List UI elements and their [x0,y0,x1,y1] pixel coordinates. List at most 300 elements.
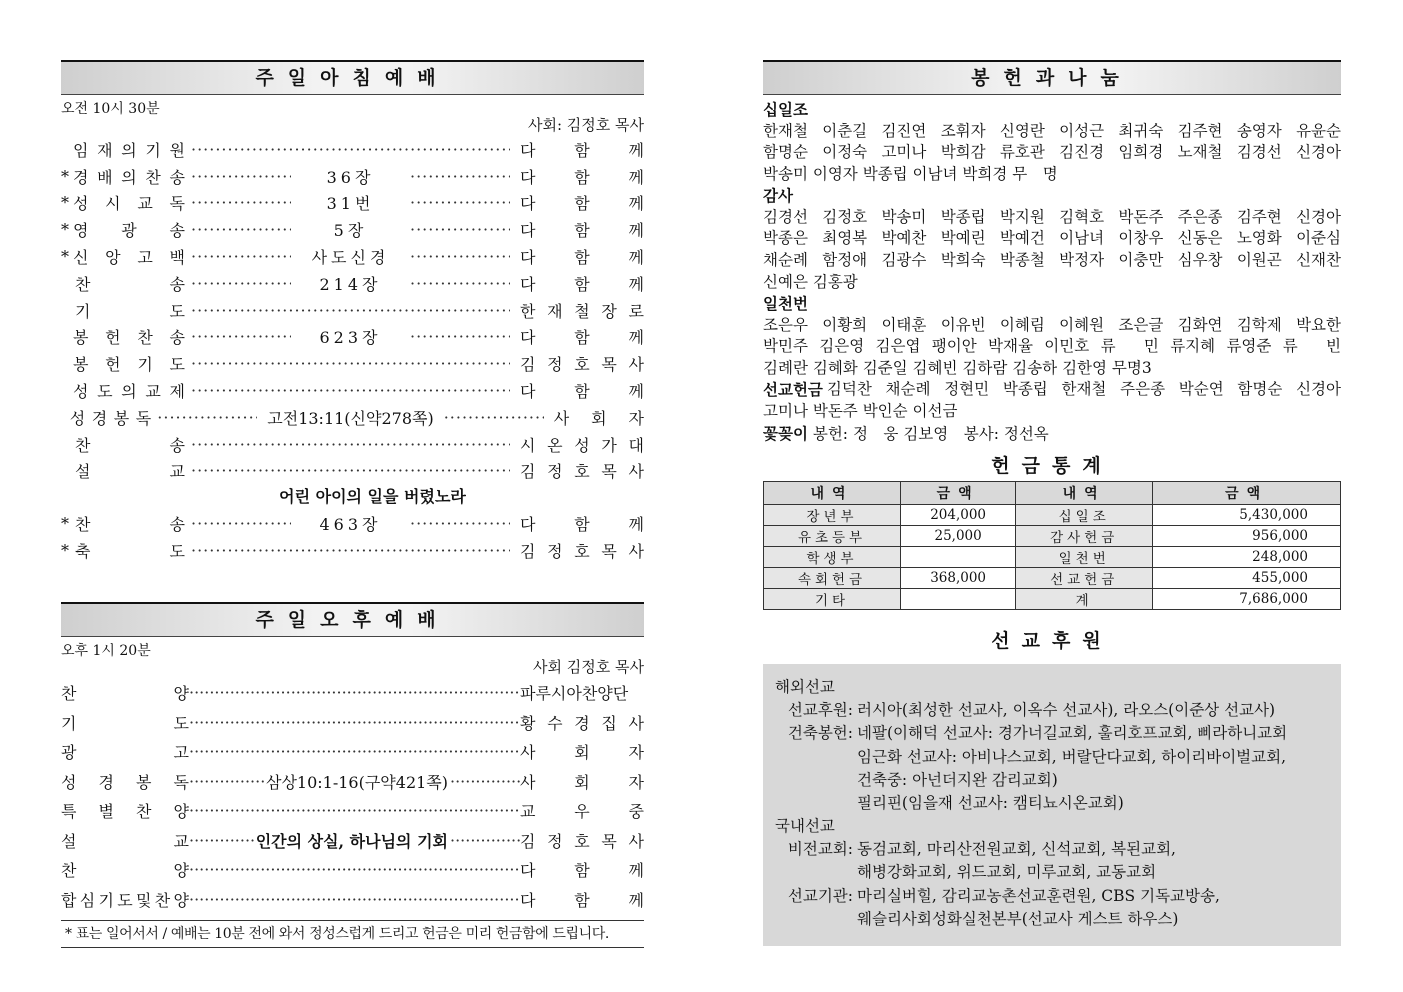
order-person-char: 사 [628,462,644,482]
offering-stats-table [763,481,1341,610]
stat-label-cell: 계 [1016,589,1153,610]
order-person-char: 김 [520,462,536,482]
order-person-char: 사 [520,772,536,792]
footnote: * 표는 일어서서 / 예배는 10분 전에 와서 정성스럽게 드리고 헌금은 미리 헌금함에 드립니다. [61,920,644,948]
order-name-char: 앙 [105,248,121,268]
order-person [510,325,644,348]
order-name-char: 축 [75,542,91,562]
stat-amount-cell: 956,000 [1153,526,1341,547]
order-name-char: 찬 [145,167,161,187]
order-name-char: 찬 [75,435,91,455]
order-name-char: 송 [169,435,185,455]
leader-dots [410,274,510,293]
leader-dots [410,514,510,533]
stat-label-cell: 기타 [764,589,901,610]
order-name-char: 봉 [73,355,89,375]
order-name [73,352,191,375]
order-person-char: 온 [547,435,563,455]
order-person-char: 다 [520,167,536,187]
leader-dots [189,890,520,909]
order-person-char: 께 [628,890,644,910]
order-name-char: 및 [136,890,152,910]
order-person-char: 한 [520,301,536,321]
leader-dots [450,772,520,791]
mission-support-box [763,664,1341,946]
order-name-char: 도 [97,382,113,402]
leader-dots [191,274,291,293]
stats-title: 헌금통계 [991,455,1113,478]
order-person-char: 함 [574,890,590,910]
leader-dots [191,381,510,400]
leader-dots [189,860,520,879]
order-name [61,888,189,911]
order-detail: 삼상10:1-16(구약421쪽) [266,772,448,792]
leader-dots [410,167,510,186]
order-person-char: 함 [574,515,590,535]
order-row [61,216,644,243]
order-person-char: 다 [520,248,536,268]
order-person-char: 함 [574,861,590,881]
order-name-char: 도 [169,301,185,321]
morning-closing-list [61,510,644,564]
order-person-char: 김 [520,355,536,375]
leader-dots [191,247,291,266]
order-person-char: 께 [628,328,644,348]
order-detail: 463장 [319,515,382,535]
name-line: 조은우 이황희 이태훈 이유빈 이혜림 이혜원 조은글 김화연 김학제 박요한 [763,315,1341,334]
order-person [520,829,644,852]
stat-label-cell: 장년부 [764,505,901,526]
order-person-char: 시 [520,435,536,455]
order-person-char: 다 [520,328,536,348]
order-detail: 고전13:11(신약278쪽) [267,408,434,428]
building-value [857,722,1329,815]
leader-dots [191,301,510,320]
order-name-char: 설 [61,831,77,851]
order-person-char: 함 [574,274,590,294]
order-person-char: 함 [574,382,590,402]
order-person [510,245,644,268]
order-row [61,297,644,324]
order-name [73,165,191,188]
table-row [764,505,1341,526]
order-person-char: 사 [628,542,644,562]
order-person-char: 정 [547,462,563,482]
order-name-char: 경 [91,408,108,428]
support-value: 러시아(최성한 선교사, 이옥수 선교사), 라오스(이준상 선교사) [857,701,1276,720]
order-name-char: 기 [98,890,114,910]
order-name-char: 기 [145,140,161,160]
order-name-char: 도 [173,713,189,733]
order-person-char: 사 [520,743,536,763]
order-name-char: 경 [73,167,89,187]
order-person-char: 함 [574,221,590,241]
order-person-char: 께 [628,861,644,881]
order-person-char: 회 [591,408,607,428]
order-person-char: 목 [601,462,617,482]
order-name [61,770,189,793]
order-name-char: 송 [169,167,185,187]
support-row [775,699,1329,722]
building-line: 네팔(이해덕 선교사: 경가너길교회, 훌리호프교회, 삐라하니교회 [857,724,1288,743]
order-person-char: 자 [628,408,644,428]
order-name-char: 원 [169,140,185,160]
order-name-char: 도 [117,890,133,910]
order-row [61,350,644,377]
leader-dots [191,435,510,454]
stat-amount-cell: 455,000 [1153,568,1341,589]
order-person-char: 께 [628,140,644,160]
order-person-char: 경 [574,713,590,733]
order-name [73,459,191,482]
order-person-char: 교 [520,802,536,822]
order-row [61,324,644,351]
order-row [61,707,644,737]
order-person-char: 회 [574,772,590,792]
afternoon-service-time: 오후 1시 20분 [61,642,151,659]
order-person-char: 호 [574,831,590,851]
order-person-char: 정 [547,831,563,851]
morning-order-list [61,136,644,484]
order-person: 파루시아찬양단 [520,684,629,704]
order-name-char: 찬 [137,328,153,348]
order-person [510,272,644,295]
order-person-char: 다 [520,221,536,241]
order-name-char: 교 [137,194,153,214]
leader-dots [189,831,254,850]
leader-dots [191,541,510,560]
order-name-char: 도 [169,355,185,375]
order-person [510,165,644,188]
agency-value [857,885,1329,931]
order-person [520,740,644,763]
overseas-heading: 해외선교 [775,678,835,697]
order-person-char: 수 [547,713,563,733]
afternoon-order-list [61,678,644,914]
order-name-char: 성 [69,408,86,428]
support-title: 선교후원 [991,630,1113,653]
order-person [510,512,644,535]
order-name-char: 찬 [154,890,171,910]
order-person-char: 목 [601,355,617,375]
order-person-char: 께 [628,382,644,402]
table-row [764,547,1341,568]
order-person-char: 께 [628,221,644,241]
order-person-char: 다 [520,140,536,160]
order-person-char: 대 [628,435,644,455]
order-row [61,510,644,537]
leader-dots [410,327,510,346]
vision-row [775,838,1329,884]
order-name-char: 찬 [75,274,91,294]
stat-label-cell: 학생부 [764,547,901,568]
order-person-char: 로 [628,301,644,321]
order-person [510,191,644,214]
order-name-char: 교 [173,831,189,851]
order-name-char: 의 [121,167,137,187]
vision-key: 비전교회: [787,840,853,859]
domestic-heading: 국내선교 [775,817,835,836]
name-line: 한재철 이춘길 김진연 조휘자 신영란 이성근 최귀숙 김주현 송영자 유윤순 [763,121,1341,140]
order-name-char: 찬 [136,802,152,822]
order-name-char: 봉 [113,408,130,428]
order-person-char: 호 [574,355,590,375]
order-person [510,459,644,482]
order-name-char: 광 [61,743,77,763]
order-name [73,299,191,322]
leader-dots [189,801,520,820]
leader-dots [450,831,520,850]
order-person [520,770,644,793]
order-name-char: 헌 [105,328,121,348]
order-name-char: 헌 [105,355,121,375]
order-detail: 623장 [319,328,382,348]
order-person-char: 다 [520,194,536,214]
name-line: 김경선 김정호 박송미 박종립 박지원 김혁호 박돈주 주은종 김주현 신경아 [763,207,1341,226]
order-name-char: 봉 [73,328,89,348]
order-row [61,458,644,485]
order-person-char: 우 [574,802,590,822]
order-name [73,433,191,456]
agency-key: 선교기관: [787,886,853,905]
stat-label-cell: 속회헌금 [764,568,901,589]
order-name-char: 백 [169,248,185,268]
stand-mark: * [61,514,69,534]
order-person-char: 함 [574,167,590,187]
mission-offering-names: 김덕찬 채순례 정현민 박종립 한재철 주은종 박순연 함명순 신경아 [826,380,1341,399]
leader-dots [189,683,520,702]
order-person [510,379,644,402]
order-person-char: 철 [574,301,590,321]
order-name [61,711,189,734]
flower-line [763,423,1341,446]
order-person [520,711,644,734]
order-name-char: 찬 [61,861,77,881]
order-person-char: 께 [628,167,644,187]
stat-amount-cell [901,589,1016,610]
mission-offering-label: 선교헌금 [763,380,823,400]
order-name-char: 재 [97,140,113,160]
order-person [520,799,644,822]
stat-label-cell: 감사헌금 [1016,526,1153,547]
agency-line: 웨슬리사회성화실천본부(선교사 게스트 하우스) [857,909,1179,928]
order-person [510,352,644,375]
order-person-char: 께 [628,274,644,294]
order-name-char: 기 [137,355,153,375]
order-name-char: 성 [73,194,89,214]
order-name-char: 심 [79,890,96,910]
stat-amount-cell: 248,000 [1153,547,1341,568]
order-name-char: 별 [98,802,114,822]
order-name-char: 봉 [136,772,152,792]
order-name [73,325,191,348]
order-name [73,218,191,241]
name-line: 박송미 이영자 박종립 이남녀 박희경 무 명 [763,164,1058,183]
order-person-char: 함 [574,194,590,214]
name-line: 채순례 함정애 김광수 박희숙 박종철 박정자 이충만 심우창 이원곤 신재찬 [763,250,1341,269]
thanks-names [763,207,1341,293]
mission-offering-names-2: 고미나 박돈주 박인순 이선금 [763,402,958,421]
order-name-char: 기 [61,713,77,733]
order-row [61,243,644,270]
order-person-char: 호 [574,462,590,482]
order-name-char: 송 [169,221,185,241]
order-person-char: 성 [574,435,590,455]
order-row [61,855,644,885]
order-name-char: 찬 [61,684,77,704]
vision-line: 동검교회, 마리산전원교회, 신석교회, 복된교회, [857,840,1176,859]
column-header: 금액 [901,482,1016,505]
order-person-char: 다 [520,382,536,402]
order-name [61,799,189,822]
order-row [61,190,644,217]
order-row [61,404,644,431]
order-name-char: 의 [121,382,137,402]
order-name-char: 배 [97,167,113,187]
order-person [510,433,644,456]
order-detail: 5장 [333,221,368,241]
order-name-char: 교 [145,382,161,402]
tithe-names [763,121,1341,186]
stat-label-cell: 일천번 [1016,547,1153,568]
order-name-char: 기 [75,301,91,321]
leader-dots [189,772,264,791]
ilcheon-label: 일천번 [763,294,808,314]
order-person-char: 께 [628,194,644,214]
stand-mark: * [61,220,69,240]
order-name [73,138,191,161]
order-row [61,884,644,914]
order-person [510,539,644,562]
leader-dots [191,514,291,533]
order-name [73,272,191,295]
stat-label-cell: 유초등부 [764,526,901,547]
order-name [61,858,189,881]
order-person-char: 황 [520,713,536,733]
building-line: 임근화 선교사: 아비나스교회, 버랄단다교회, 하이리바이벌교회, [857,747,1287,766]
order-name [70,406,158,429]
order-name-char: 특 [61,802,77,822]
order-person-char: 김 [520,542,536,562]
leader-dots [410,193,510,212]
column-header: 내역 [764,482,901,505]
order-name-char: 영 [73,221,89,241]
order-name-char: 임 [73,140,89,160]
building-row [775,722,1329,815]
stat-amount-cell [901,547,1016,568]
order-row [61,537,644,564]
order-person [510,218,644,241]
order-name-char: 송 [169,274,185,294]
ilcheon-names [763,315,1341,380]
order-person [520,888,644,911]
stat-label-cell: 선교헌금 [1016,568,1153,589]
stat-amount-cell: 25,000 [901,526,1016,547]
order-name-char: 성 [61,772,77,792]
order-person-char: 다 [520,861,536,881]
order-detail: 인간의 상실, 하나님의 기회 [255,831,448,851]
order-person-char: 사 [553,408,570,428]
order-row [61,737,644,767]
morning-service-title: 주일아침예배 [61,60,644,95]
order-name-char: 송 [169,328,185,348]
name-line: 신예은 김홍광 [763,272,858,291]
order-name-char: 독 [135,408,152,428]
table-row [764,526,1341,547]
leader-dots [191,193,291,212]
order-person-char: 목 [601,542,617,562]
morning-service-host: 사회: 김정호 목사 [527,116,644,134]
order-name-char: 양 [173,684,189,704]
leader-dots [191,327,291,346]
order-name [73,245,191,268]
order-person-char: 장 [601,301,617,321]
order-person-char: 자 [628,772,644,792]
leader-dots [189,742,520,761]
order-row [61,766,644,796]
stat-amount-cell: 7,686,000 [1153,589,1341,610]
order-person-char: 자 [628,743,644,763]
order-row [61,825,644,855]
stats-table-body [764,505,1341,610]
order-person-char: 가 [601,435,617,455]
order-person-char: 정 [547,355,563,375]
leader-dots [410,220,510,239]
name-line: 함명순 이정숙 고미나 박희감 류호관 김진경 임희경 노재철 김경선 신경아 [763,143,1341,162]
morning-service-time: 오전 10시 30분 [61,101,160,117]
column-header: 금액 [1153,482,1341,505]
order-name [61,681,189,704]
agency-line: 마리실버힐, 감리교농촌선교훈련원, CBS 기독교방송, [857,886,1220,905]
order-person-char: 호 [574,542,590,562]
order-person-char: 집 [601,713,617,733]
right-column [763,60,1341,946]
order-name-char: 독 [173,772,189,792]
order-name-char: 신 [73,248,89,268]
order-name-char: 찬 [75,515,91,535]
table-row [764,568,1341,589]
order-person [544,406,644,429]
left-column [61,60,644,948]
table-header-row [764,482,1341,505]
name-line: 김례란 김혜화 김준일 김혜빈 김하람 김송하 김한영 무명3 [763,358,1152,377]
building-line: 건축중: 아넌더지완 감리교회) [857,770,1058,789]
building-key: 건축봉헌: [787,724,853,743]
afternoon-service-host: 사회 김정호 목사 [533,657,644,676]
leader-dots [189,713,520,732]
order-row [61,136,644,163]
stat-amount-cell: 5,430,000 [1153,505,1341,526]
order-name-char: 양 [173,802,189,822]
order-name [73,191,191,214]
order-name-char: 합 [61,890,77,910]
order-name-char: 광 [121,221,137,241]
order-name-char: 고 [173,743,189,763]
stand-mark: * [61,247,69,267]
order-row [61,377,644,404]
vision-value [857,838,1329,884]
stat-amount-cell: 204,000 [901,505,1016,526]
order-name [61,829,189,852]
support-key: 선교후원: [787,701,853,720]
order-detail: 36장 [326,167,375,187]
order-person-char: 회 [574,743,590,763]
leader-dots [191,354,510,373]
agency-row [775,885,1329,931]
leader-dots [191,461,510,480]
order-name-char: 도 [169,542,185,562]
afternoon-service-title: 주일오후예배 [61,602,644,637]
